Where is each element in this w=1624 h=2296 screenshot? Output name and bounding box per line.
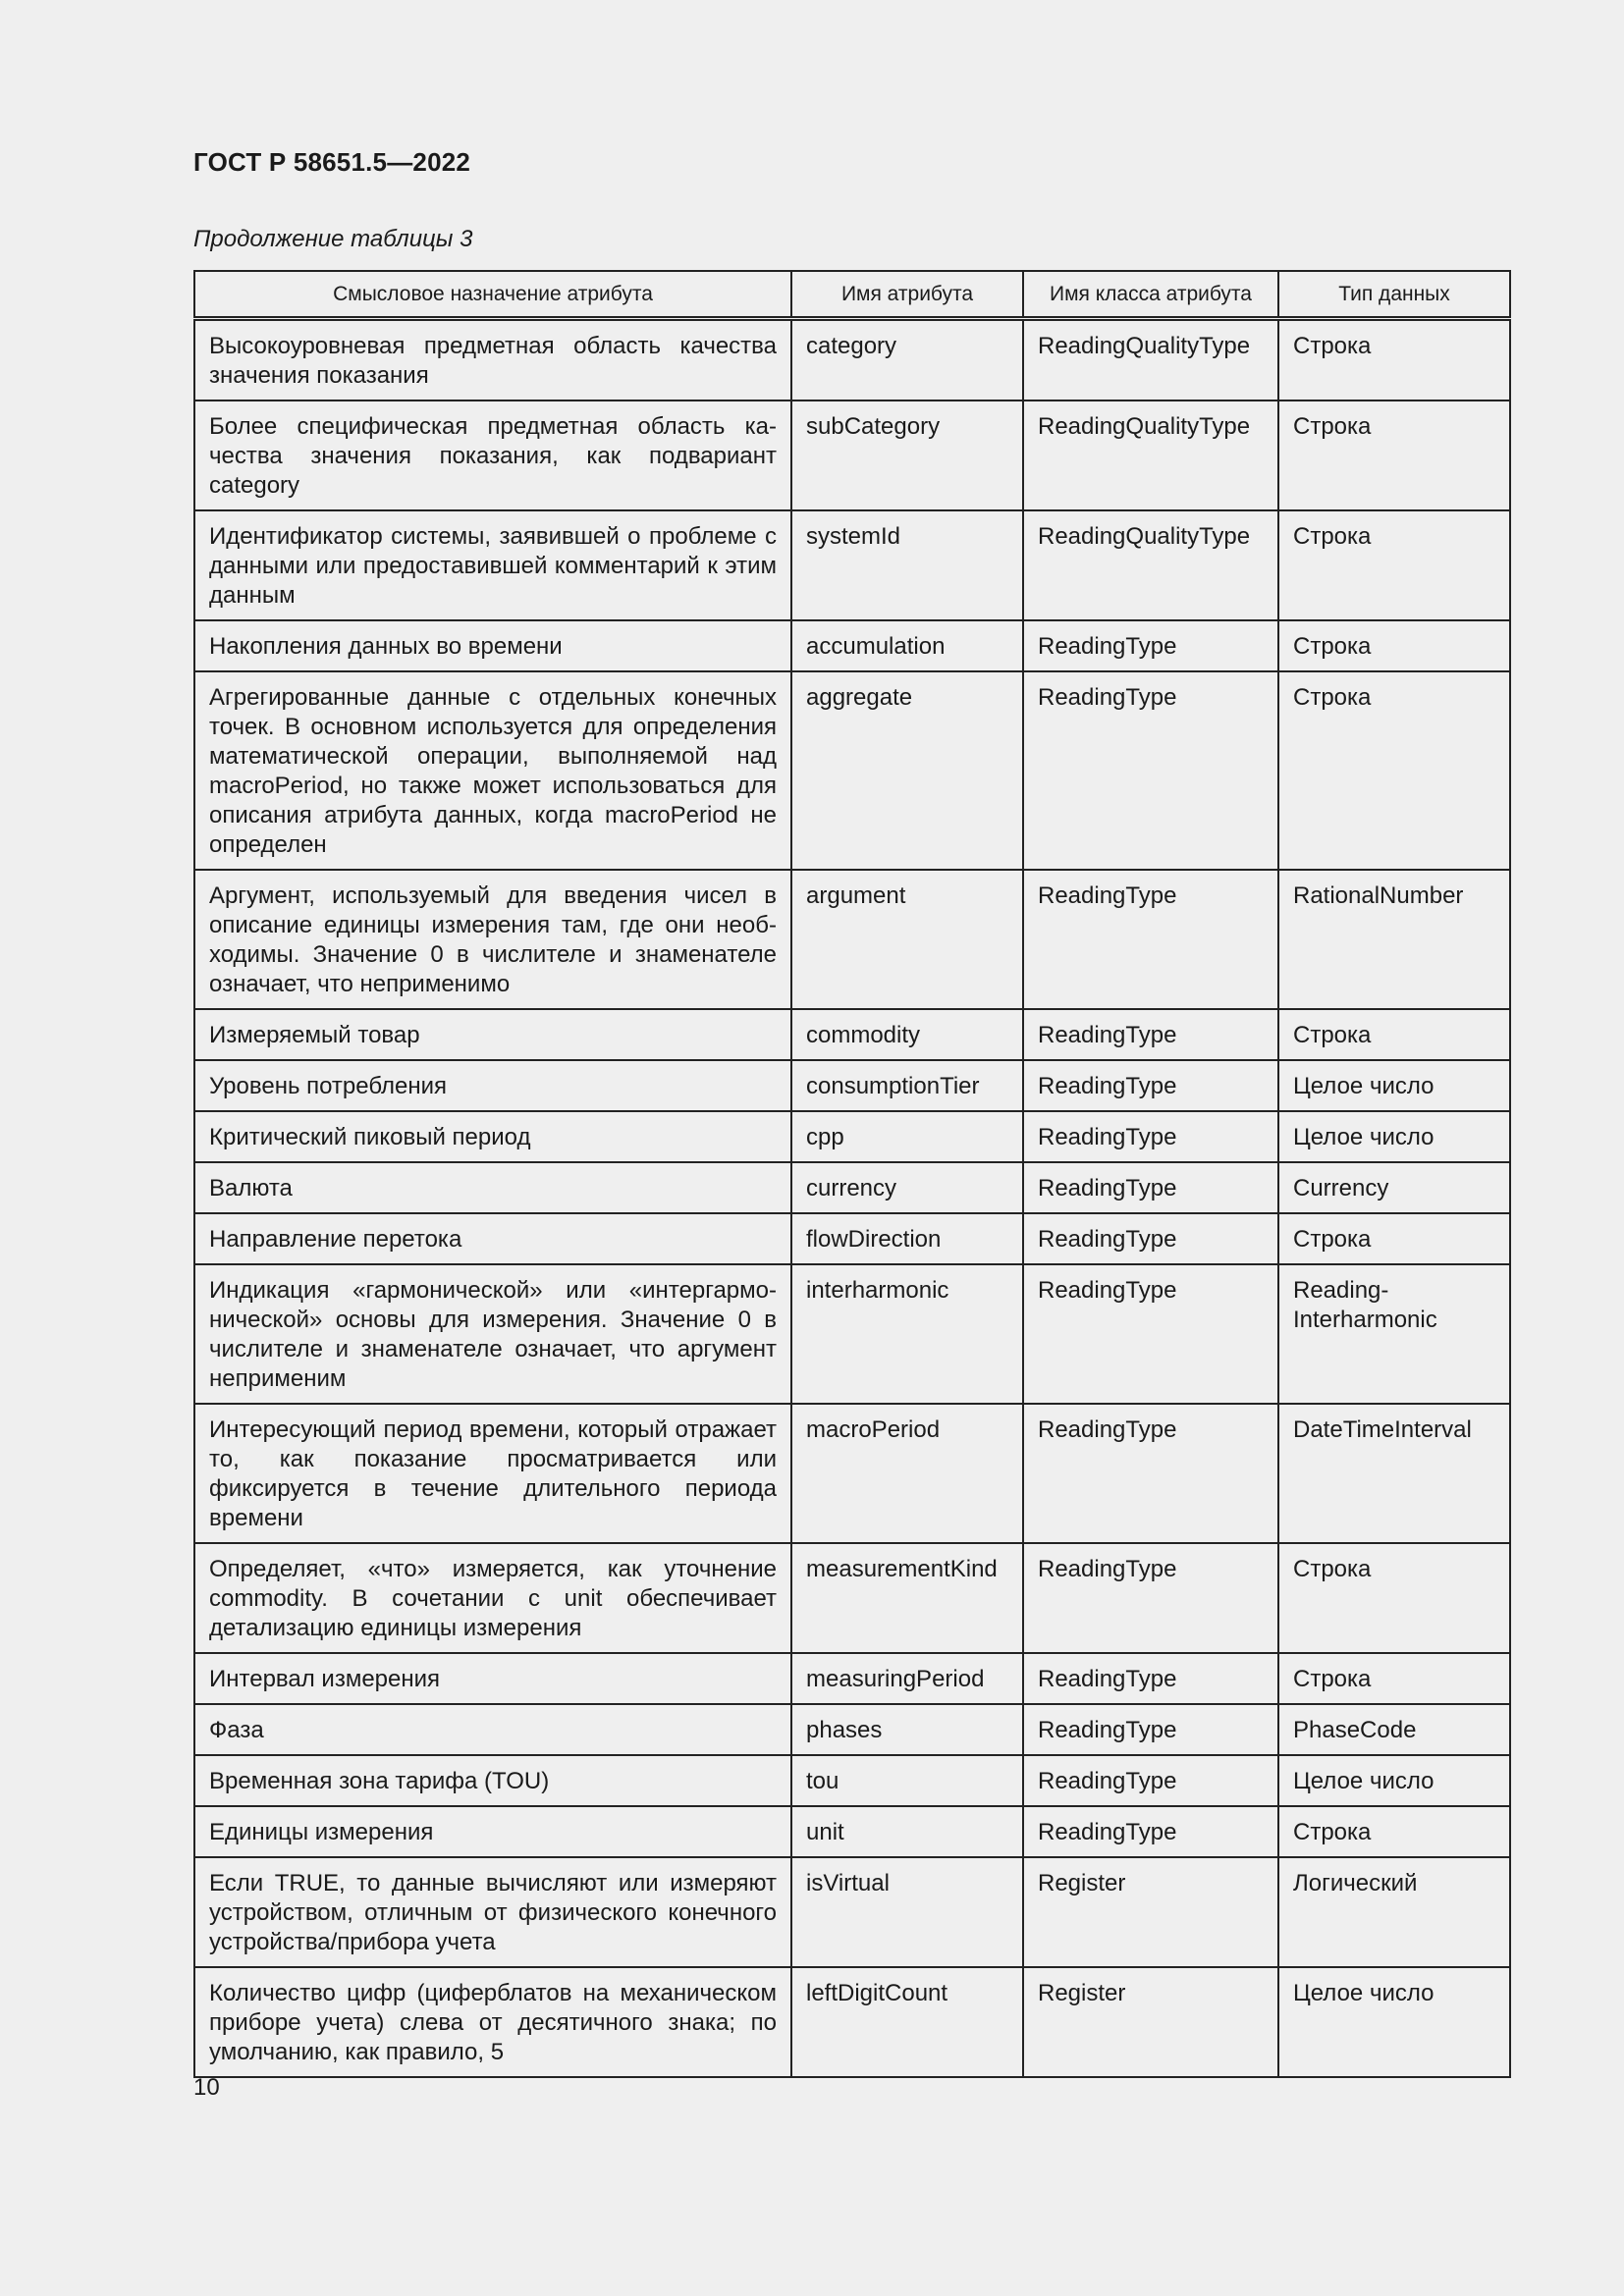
cell-attribute-class: ReadingType (1023, 1213, 1278, 1264)
cell-attribute-class: ReadingType (1023, 1653, 1278, 1704)
table-row (194, 1404, 1510, 1543)
cell-description: Определяет, «что» измеряется, как уточнение commodity. В сочетании с unit обеспечивает детализацию единицы измерения (194, 1543, 791, 1653)
table-row (194, 1060, 1510, 1111)
cell-attribute-name: phases (791, 1704, 1023, 1755)
table-header-row (194, 271, 1510, 319)
attributes-table-container (193, 270, 1509, 2078)
cell-attribute-name: systemId (791, 510, 1023, 620)
table-row (194, 1857, 1510, 1967)
cell-description: Если TRUE, то данные вычисляют или измеряют устройством, отличным от физического конечного устройства/прибора учета (194, 1857, 791, 1967)
cell-attribute-name: interharmonic (791, 1264, 1023, 1404)
table-row (194, 400, 1510, 510)
cell-description: Высокоуровневая предметная область качества значения показания (194, 319, 791, 401)
table-row (194, 1213, 1510, 1264)
cell-data-type: Строка (1278, 400, 1510, 510)
cell-attribute-name: leftDigitCount (791, 1967, 1023, 2077)
cell-data-type: DateTimeInterval (1278, 1404, 1510, 1543)
table-row (194, 1653, 1510, 1704)
cell-attribute-class: ReadingQualityType (1023, 400, 1278, 510)
cell-description: Накопления данных во времени (194, 620, 791, 671)
cell-attribute-class: ReadingType (1023, 1806, 1278, 1857)
cell-data-type: Currency (1278, 1162, 1510, 1213)
cell-attribute-class: ReadingType (1023, 1009, 1278, 1060)
cell-description: Фаза (194, 1704, 791, 1755)
cell-description: Уровень потребления (194, 1060, 791, 1111)
cell-data-type: Строка (1278, 1806, 1510, 1857)
table-row (194, 1704, 1510, 1755)
cell-data-type: Целое число (1278, 1060, 1510, 1111)
table-row (194, 1009, 1510, 1060)
cell-attribute-class: ReadingType (1023, 1264, 1278, 1404)
cell-attribute-class: ReadingQualityType (1023, 319, 1278, 401)
cell-data-type: Целое число (1278, 1111, 1510, 1162)
table-row (194, 870, 1510, 1009)
cell-attribute-class: ReadingQualityType (1023, 510, 1278, 620)
cell-description: Идентификатор системы, заявившей о проблеме с данными или предоставившей комментарий к этим данным (194, 510, 791, 620)
table-row (194, 510, 1510, 620)
cell-attribute-name: measuringPeriod (791, 1653, 1023, 1704)
document-code: ГОСТ Р 58651.5—2022 (193, 147, 471, 177)
column-header-description: Смысловое назначение атрибута (194, 271, 791, 319)
cell-description: Индикация «гармонической» или «интергармо-нической» основы для измерения. Значение 0 в числителе и знаменателе означает, что аргумент неприменим (194, 1264, 791, 1404)
cell-data-type: Строка (1278, 1009, 1510, 1060)
cell-attribute-name: cpp (791, 1111, 1023, 1162)
cell-data-type: Целое число (1278, 1967, 1510, 2077)
attributes-table (193, 270, 1511, 2078)
cell-attribute-name: category (791, 319, 1023, 401)
table-caption: Продолжение таблицы 3 (193, 226, 473, 252)
cell-attribute-name: tou (791, 1755, 1023, 1806)
cell-attribute-class: Register (1023, 1857, 1278, 1967)
table-row (194, 1967, 1510, 2077)
table-row (194, 671, 1510, 870)
cell-description: Количество цифр (циферблатов на механическом приборе учета) слева от десятичного знака; по умолчанию, как правило, 5 (194, 1967, 791, 2077)
cell-data-type: Строка (1278, 1543, 1510, 1653)
cell-attribute-name: commodity (791, 1009, 1023, 1060)
cell-attribute-class: ReadingType (1023, 1162, 1278, 1213)
cell-attribute-class: ReadingType (1023, 1060, 1278, 1111)
cell-attribute-class: ReadingType (1023, 1111, 1278, 1162)
cell-data-type: Строка (1278, 620, 1510, 671)
cell-data-type: Строка (1278, 1213, 1510, 1264)
cell-description: Критический пиковый период (194, 1111, 791, 1162)
cell-description: Временная зона тарифа (TOU) (194, 1755, 791, 1806)
cell-description: Единицы измерения (194, 1806, 791, 1857)
cell-description: Интересующий период времени, который отражает то, как показание просматривается или фиксируется в течение длительного периода времени (194, 1404, 791, 1543)
page-number: 10 (193, 2074, 220, 2101)
table-row (194, 1162, 1510, 1213)
cell-description: Аргумент, используемый для введения чисел в описание единицы измерения там, где они необ-ходимы. Значение 0 в числителе и знаменателе означает, что неприменимо (194, 870, 791, 1009)
cell-data-type: Строка (1278, 1653, 1510, 1704)
cell-data-type: PhaseCode (1278, 1704, 1510, 1755)
table-row (194, 1755, 1510, 1806)
cell-description: Измеряемый товар (194, 1009, 791, 1060)
cell-attribute-class: Register (1023, 1967, 1278, 2077)
cell-attribute-class: ReadingType (1023, 1755, 1278, 1806)
table-row (194, 319, 1510, 401)
cell-attribute-name: currency (791, 1162, 1023, 1213)
cell-attribute-name: accumulation (791, 620, 1023, 671)
cell-attribute-name: macroPeriod (791, 1404, 1023, 1543)
column-header-attribute-name: Имя атрибута (791, 271, 1023, 319)
cell-attribute-name: unit (791, 1806, 1023, 1857)
cell-attribute-name: isVirtual (791, 1857, 1023, 1967)
cell-data-type: Строка (1278, 510, 1510, 620)
cell-description: Более специфическая предметная область ка-чества значения показания, как подвариант category (194, 400, 791, 510)
cell-attribute-class: ReadingType (1023, 620, 1278, 671)
cell-data-type: RationalNumber (1278, 870, 1510, 1009)
cell-attribute-class: ReadingType (1023, 870, 1278, 1009)
cell-description: Интервал измерения (194, 1653, 791, 1704)
cell-data-type: Строка (1278, 671, 1510, 870)
table-row (194, 1111, 1510, 1162)
cell-attribute-name: measurementKind (791, 1543, 1023, 1653)
cell-data-type: Строка (1278, 319, 1510, 401)
cell-description: Агрегированные данные с отдельных конечных точек. В основном используется для определения математической операции, выполняемой над macroPeriod, но также может использоваться для описания атрибута данных, когда macroPeriod не определен (194, 671, 791, 870)
cell-attribute-name: flowDirection (791, 1213, 1023, 1264)
cell-description: Валюта (194, 1162, 791, 1213)
cell-description: Направление перетока (194, 1213, 791, 1264)
cell-data-type: Целое число (1278, 1755, 1510, 1806)
column-header-attribute-class: Имя класса атрибута (1023, 271, 1278, 319)
cell-attribute-name: argument (791, 870, 1023, 1009)
cell-attribute-class: ReadingType (1023, 1404, 1278, 1543)
table-row (194, 620, 1510, 671)
cell-attribute-class: ReadingType (1023, 1704, 1278, 1755)
cell-attribute-name: consumptionTier (791, 1060, 1023, 1111)
cell-attribute-name: subCategory (791, 400, 1023, 510)
cell-attribute-class: ReadingType (1023, 671, 1278, 870)
table-row (194, 1543, 1510, 1653)
column-header-data-type: Тип данных (1278, 271, 1510, 319)
cell-attribute-class: ReadingType (1023, 1543, 1278, 1653)
cell-data-type: Reading-Interharmonic (1278, 1264, 1510, 1404)
cell-attribute-name: aggregate (791, 671, 1023, 870)
cell-data-type: Логический (1278, 1857, 1510, 1967)
table-row (194, 1264, 1510, 1404)
table-row (194, 1806, 1510, 1857)
